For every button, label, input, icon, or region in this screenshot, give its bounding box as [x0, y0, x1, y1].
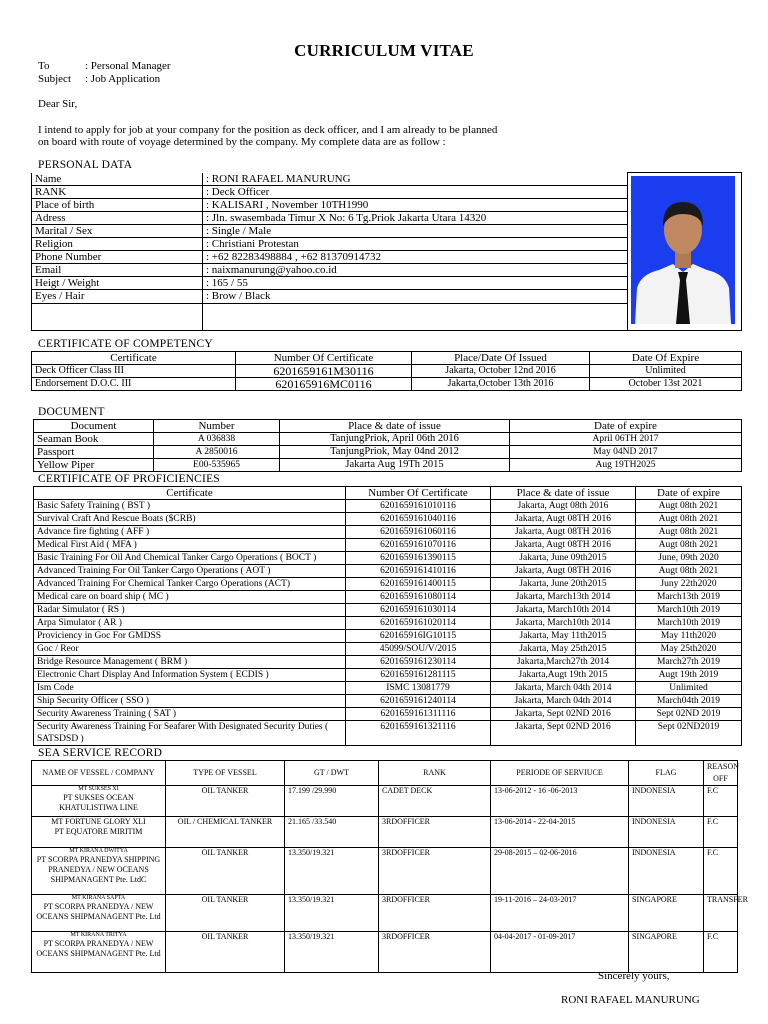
cop-header-cell: Place & date of issue: [491, 487, 636, 500]
personal-label: Marital / Sex: [32, 224, 203, 237]
sea-header-cell: GT / DWT: [285, 761, 379, 786]
coc-cell: Endorsement D.O.C. III: [32, 378, 236, 391]
cop-cell: 6201659161230114: [346, 656, 491, 669]
cop-cell: 6201659161010116: [346, 500, 491, 513]
cop-cell: 6201659161321116: [346, 721, 491, 746]
to-label: To: [38, 60, 50, 72]
cop-cell: Augt 08th 2021: [636, 526, 742, 539]
sea-flag-cell: SINGAPORE: [629, 932, 704, 973]
cop-cell: Jakarta,Augt 19th 2015: [491, 669, 636, 682]
cop-cell: March04th 2019: [636, 695, 742, 708]
cop-header-row: [34, 487, 742, 500]
to-value: : Personal Manager: [85, 60, 171, 72]
personal-value: : KALISARI , November 10TH1990: [203, 198, 628, 211]
sea-flag-cell: INDONESIA: [629, 817, 704, 848]
company-name: PT EQUATORE MIRITIM: [54, 827, 143, 836]
sea-gt-cell: 13.350/19.321: [285, 932, 379, 973]
personal-value: : Brow / Black: [203, 290, 628, 303]
document-cell: TanjungPriok, April 06th 2016: [280, 433, 510, 446]
cop-cell: Augt 19th 2019: [636, 669, 742, 682]
cop-cell: Jakarta,March27th 2014: [491, 656, 636, 669]
sea-period-cell: 04-04-2017 - 01-09-2017: [491, 932, 629, 973]
sea-gt-cell: 13.350/19.321: [285, 848, 379, 895]
sea-gt-cell: 17.199 /29.990: [285, 786, 379, 817]
sea-reason-cell: F.C: [704, 848, 738, 895]
sea-header-cell: NAME OF VESSEL / COMPANY: [32, 761, 166, 786]
cop-cell: Jakarta, Augt 08TH 2016: [491, 526, 636, 539]
cop-cell: Security Awareness Training For Seafarer With Designated Security Duties ( SATSDSD ): [34, 721, 346, 746]
coc-row: [32, 365, 742, 378]
cop-cell: 620165916IG10115: [346, 630, 491, 643]
cop-row: [34, 513, 742, 526]
intro-line-2: on board with route of voyage determined by the company. My complete data are as follow :: [38, 136, 446, 148]
cop-cell: 45099/SOU/V/2015: [346, 643, 491, 656]
cop-cell: Jakarta, March 04th 2014: [491, 695, 636, 708]
cop-cell: Survival Craft And Rescue Boats ($CRB): [34, 513, 346, 526]
cop-row: [34, 656, 742, 669]
cop-header-cell: Certificate: [34, 487, 346, 500]
sea-reason-cell: F.C: [704, 786, 738, 817]
cop-row: [34, 539, 742, 552]
cop-cell: 6201659161311116: [346, 708, 491, 721]
cop-cell: Bridge Resource Management ( BRM ): [34, 656, 346, 669]
cop-cell: 6201659161030114: [346, 604, 491, 617]
sea-reason-cell: F.C: [704, 932, 738, 973]
cop-cell: Jakarta, March 04th 2014: [491, 682, 636, 695]
document-cell: April 06TH 2017: [510, 433, 742, 446]
coc-header-cell: Place/Date Of Issued: [412, 352, 590, 365]
company-name: PT SUKSES OCEAN KHATULISTIWA LINE: [59, 793, 138, 812]
cop-cell: 6201659161281115: [346, 669, 491, 682]
cop-header-cell: Number Of Certificate: [346, 487, 491, 500]
coc-cell: Deck Officer Class III: [32, 365, 236, 378]
cop-cell: Jakarta, Sept 02ND 2016: [491, 708, 636, 721]
document-header-row: [34, 420, 742, 433]
cop-cell: Augt 08th 2021: [636, 565, 742, 578]
vessel-name: MT FORTUNE GLORY XLI: [51, 817, 146, 826]
profile-photo-image: [631, 176, 735, 324]
sea-header-cell: PERIODE OF SERVIUCE: [491, 761, 629, 786]
profile-photo: [628, 173, 742, 331]
cop-row: [34, 591, 742, 604]
personal-data-heading: PERSONAL DATA: [38, 159, 133, 171]
personal-label: Eyes / Hair: [32, 290, 203, 303]
cop-cell: Jakarta, Augt 08TH 2016: [491, 513, 636, 526]
personal-value: : Jln. swasembada Timur X No: 6 Tg.Priok Jakarta Utara 14320: [203, 211, 628, 224]
subject-value: : Job Application: [85, 73, 161, 85]
sea-type-cell: OIL TANKER: [166, 932, 285, 973]
cop-cell: 6201659161020114: [346, 617, 491, 630]
document-row: [34, 433, 742, 446]
sea-header-cell: FLAG: [629, 761, 704, 786]
personal-value: : +62 82283498884 , +62 81370914732: [203, 251, 628, 264]
personal-label: Heigt / Weight: [32, 277, 203, 290]
cop-cell: Jakarta, March13th 2014: [491, 591, 636, 604]
sea-header-cell: RANK: [379, 761, 491, 786]
document-table: [33, 419, 742, 472]
sea-header-cell: REASON OFF: [704, 761, 738, 786]
cop-cell: Augt 08th 2021: [636, 500, 742, 513]
cop-cell: Jakarta, June 09th2015: [491, 552, 636, 565]
sea-header-cell: TYPE OF VESSEL: [166, 761, 285, 786]
cop-cell: 6201659161070116: [346, 539, 491, 552]
cop-cell: Jakarta, Augt 08TH 2016: [491, 539, 636, 552]
cop-cell: Ship Security Officer ( SSO ): [34, 695, 346, 708]
coc-header-row: [32, 352, 742, 365]
personal-data-table: [31, 172, 742, 331]
cop-cell: Electronic Chart Display And Information System ( ECDIS ): [34, 669, 346, 682]
document-cell: Passport: [34, 446, 154, 459]
cop-row: [34, 500, 742, 513]
cop-table: [33, 486, 742, 746]
cop-row: [34, 617, 742, 630]
document-cell: Seaman Book: [34, 433, 154, 446]
personal-label: Phone Number: [32, 251, 203, 264]
sea-service-table: [31, 760, 748, 973]
cop-cell: Basic Training For Oil And Chemical Tanker Cargo Operations ( BOCT ): [34, 552, 346, 565]
coc-header-cell: Certificate: [32, 352, 236, 365]
cop-cell: June, 09th 2020: [636, 552, 742, 565]
sea-rank-cell: 3RDOFFICER: [379, 932, 491, 973]
company-name: PT SCORPA PRANEDYA / NEW OCEANS SHIPMANAGENT Pte. Ltd: [36, 902, 161, 921]
sea-type-cell: OIL TANKER: [166, 786, 285, 817]
personal-label: Name: [32, 173, 203, 186]
cop-header-cell: Date of expire: [636, 487, 742, 500]
cop-cell: Augt 08th 2021: [636, 539, 742, 552]
company-name: PT SCORPA PRANEDYA SHIPPING PRANEDYA / NEW OCEANS SHIPMANAGENT Pte. LtdC: [36, 855, 161, 884]
cop-cell: Sept 02ND2019: [636, 721, 742, 746]
vessel-name: MT KIRANA TRITYA: [70, 932, 127, 938]
coc-cell: Unlimited: [590, 365, 742, 378]
company-name: PT SCORPA PRANEDYA / NEW OCEANS SHIPMANAGENT Pte. Ltd: [36, 939, 161, 958]
signature-name: RONI RAFAEL MANURUNG: [561, 994, 700, 1006]
personal-row: [32, 173, 742, 186]
sea-rank-cell: 3RDOFFICER: [379, 817, 491, 848]
personal-blank-label: [32, 303, 203, 330]
coc-cell: Jakarta, October 12nd 2016: [412, 365, 590, 378]
personal-value: : RONI RAFAEL MANURUNG: [203, 173, 628, 186]
cop-cell: Advanced Training For Oil Tanker Cargo Operations ( AOT ): [34, 565, 346, 578]
coc-header-cell: Number Of Certificate: [236, 352, 412, 365]
cop-cell: March10th 2019: [636, 604, 742, 617]
sea-flag-cell: INDONESIA: [629, 848, 704, 895]
cop-cell: March10th 2019: [636, 617, 742, 630]
document-row: [34, 446, 742, 459]
sea-gt-cell: 13.350/19.321: [285, 895, 379, 932]
cop-cell: ISMC 13081779: [346, 682, 491, 695]
cop-cell: Medical First Aid ( MFA ): [34, 539, 346, 552]
cop-row: [34, 578, 742, 591]
sea-type-cell: OIL TANKER: [166, 848, 285, 895]
cop-cell: Advanced Training For Chemical Tanker Cargo Operations (ACT): [34, 578, 346, 591]
cop-cell: Jakarta, Augt 08TH 2016: [491, 565, 636, 578]
cop-cell: Sept 02ND 2019: [636, 708, 742, 721]
cop-cell: Jakarta, Sept 02ND 2016: [491, 721, 636, 746]
cop-cell: Advance fire fighting ( AFF ): [34, 526, 346, 539]
sea-row: [32, 817, 738, 848]
cop-cell: 6201659161410116: [346, 565, 491, 578]
sea-period-cell: 19-11-2016 – 24-03-2017: [491, 895, 629, 932]
cop-cell: 6201659161400115: [346, 578, 491, 591]
cop-row: [34, 552, 742, 565]
coc-heading: CERTIFICATE OF COMPETENCY: [38, 338, 213, 350]
document-header-cell: Place & date of issue: [280, 420, 510, 433]
sea-row: [32, 932, 738, 973]
personal-label: Place of birth: [32, 198, 203, 211]
document-header-cell: Document: [34, 420, 154, 433]
sea-period-cell: 13-06-2012 - 16 -06-2013: [491, 786, 629, 817]
cop-cell: Jakarta, June 20th2015: [491, 578, 636, 591]
cop-cell: May 25th2020: [636, 643, 742, 656]
cop-row: [34, 669, 742, 682]
personal-label: RANK: [32, 185, 203, 198]
sea-service-heading: SEA SERVICE RECORD: [38, 747, 163, 759]
cop-cell: Augt 08th 2021: [636, 513, 742, 526]
cop-cell: 6201659161240114: [346, 695, 491, 708]
cop-cell: Jakarta, March10th 2014: [491, 604, 636, 617]
sea-vessel-cell: [32, 817, 166, 848]
personal-value: : Single / Male: [203, 224, 628, 237]
sea-reason-cell: F.C: [704, 817, 738, 848]
vessel-name: MT SUKSES XI: [78, 786, 119, 792]
sea-period-cell: 13-06-2014 - 22-04-2015: [491, 817, 629, 848]
cop-row: [34, 708, 742, 721]
personal-value: : Deck Officer: [203, 185, 628, 198]
cop-cell: Security Awareness Training ( SAT ): [34, 708, 346, 721]
cop-row: [34, 565, 742, 578]
sea-rank-cell: 3RDOFFICER: [379, 895, 491, 932]
vessel-name: MT KIRANA DWITYA: [69, 848, 128, 854]
sea-vessel-cell: [32, 932, 166, 973]
cop-cell: May 11th2020: [636, 630, 742, 643]
document-cell: Jakarta Aug 19Th 2015: [280, 459, 510, 472]
greeting: Dear Sir,: [38, 98, 78, 110]
personal-label: Email: [32, 264, 203, 277]
document-cell: Yellow Piper: [34, 459, 154, 472]
coc-table: [31, 351, 742, 391]
cop-cell: Medical care on board ship ( MC ): [34, 591, 346, 604]
document-cell: A 2850016: [154, 446, 280, 459]
sea-row: [32, 895, 738, 932]
cop-cell: Basic Safety Training ( BST ): [34, 500, 346, 513]
coc-cell: 620165916MC0116: [236, 378, 412, 391]
sea-vessel-cell: [32, 848, 166, 895]
cop-cell: Jakarta, May 11th2015: [491, 630, 636, 643]
sea-rank-cell: CADET DECK: [379, 786, 491, 817]
cop-cell: Unlimited: [636, 682, 742, 695]
personal-blank-value: [203, 303, 628, 330]
document-cell: E00-535965: [154, 459, 280, 472]
document-cell: A 036838: [154, 433, 280, 446]
coc-row: [32, 378, 742, 391]
sea-vessel-cell: [32, 895, 166, 932]
sea-flag-cell: SINGAPORE: [629, 895, 704, 932]
page-title: CURRICULUM VITAE: [294, 41, 474, 60]
personal-value: : 165 / 55: [203, 277, 628, 290]
cop-cell: 6201659161080114: [346, 591, 491, 604]
personal-label: Adress: [32, 211, 203, 224]
sea-row: [32, 848, 738, 895]
cop-heading: CERTIFICATE OF PROFICIENCIES: [38, 473, 220, 485]
cop-cell: March27th 2019: [636, 656, 742, 669]
document-header-cell: Number: [154, 420, 280, 433]
vessel-name: MT KIRANA SAPTA: [71, 895, 126, 901]
sea-flag-cell: INDONESIA: [629, 786, 704, 817]
coc-header-cell: Date Of Expire: [590, 352, 742, 365]
cop-row: [34, 682, 742, 695]
cop-cell: Ism Code: [34, 682, 346, 695]
cop-cell: 6201659161040116: [346, 513, 491, 526]
cop-cell: Goc / Reor: [34, 643, 346, 656]
cop-row: [34, 643, 742, 656]
document-cell: Aug 19TH2025: [510, 459, 742, 472]
coc-cell: October 13st 2021: [590, 378, 742, 391]
cop-cell: Jakarta, Augt 08th 2016: [491, 500, 636, 513]
coc-cell: Jakarta,October 13th 2016: [412, 378, 590, 391]
subject-label: Subject: [38, 73, 71, 85]
cop-cell: 6201659161390115: [346, 552, 491, 565]
cop-cell: Arpa Simulator ( AR ): [34, 617, 346, 630]
cop-cell: March13th 2019: [636, 591, 742, 604]
cop-cell: Radar Simulator ( RS ): [34, 604, 346, 617]
document-row: [34, 459, 742, 472]
document-heading: DOCUMENT: [38, 406, 105, 418]
coc-cell: 6201659161M30116: [236, 365, 412, 378]
sea-row: [32, 786, 738, 817]
closing: Sincerely yours,: [598, 970, 670, 982]
sea-vessel-cell: [32, 786, 166, 817]
personal-value: : naixmanurung@yahoo.co.id: [203, 264, 628, 277]
cop-row: [34, 721, 742, 746]
document-header-cell: Date of expire: [510, 420, 742, 433]
document-cell: May 04ND 2017: [510, 446, 742, 459]
personal-label: Religion: [32, 238, 203, 251]
sea-period-cell: 29-08-2015 – 02-06-2016: [491, 848, 629, 895]
sea-type-cell: OIL / CHEMICAL TANKER: [166, 817, 285, 848]
cop-row: [34, 604, 742, 617]
sea-type-cell: OIL TANKER: [166, 895, 285, 932]
cop-row: [34, 630, 742, 643]
document-cell: TanjungPriok, May 04nd 2012: [280, 446, 510, 459]
cop-row: [34, 526, 742, 539]
cop-cell: 6201659161060116: [346, 526, 491, 539]
intro-line-1: I intend to apply for job at your company for the position as deck officer, and I am already to be planned: [38, 124, 498, 136]
sea-reason-cell: TRANSFER: [704, 895, 738, 932]
cop-cell: Jakarta, May 25th2015: [491, 643, 636, 656]
sea-rank-cell: 3RDOFFICER: [379, 848, 491, 895]
personal-value: : Christiani Protestan: [203, 238, 628, 251]
cop-cell: Juny 22th2020: [636, 578, 742, 591]
cop-cell: Proviciency in Goc For GMDSS: [34, 630, 346, 643]
cop-cell: Jakarta, March10th 2014: [491, 617, 636, 630]
sea-header-row: [32, 761, 738, 786]
sea-gt-cell: 21.165 /33.540: [285, 817, 379, 848]
cop-row: [34, 695, 742, 708]
